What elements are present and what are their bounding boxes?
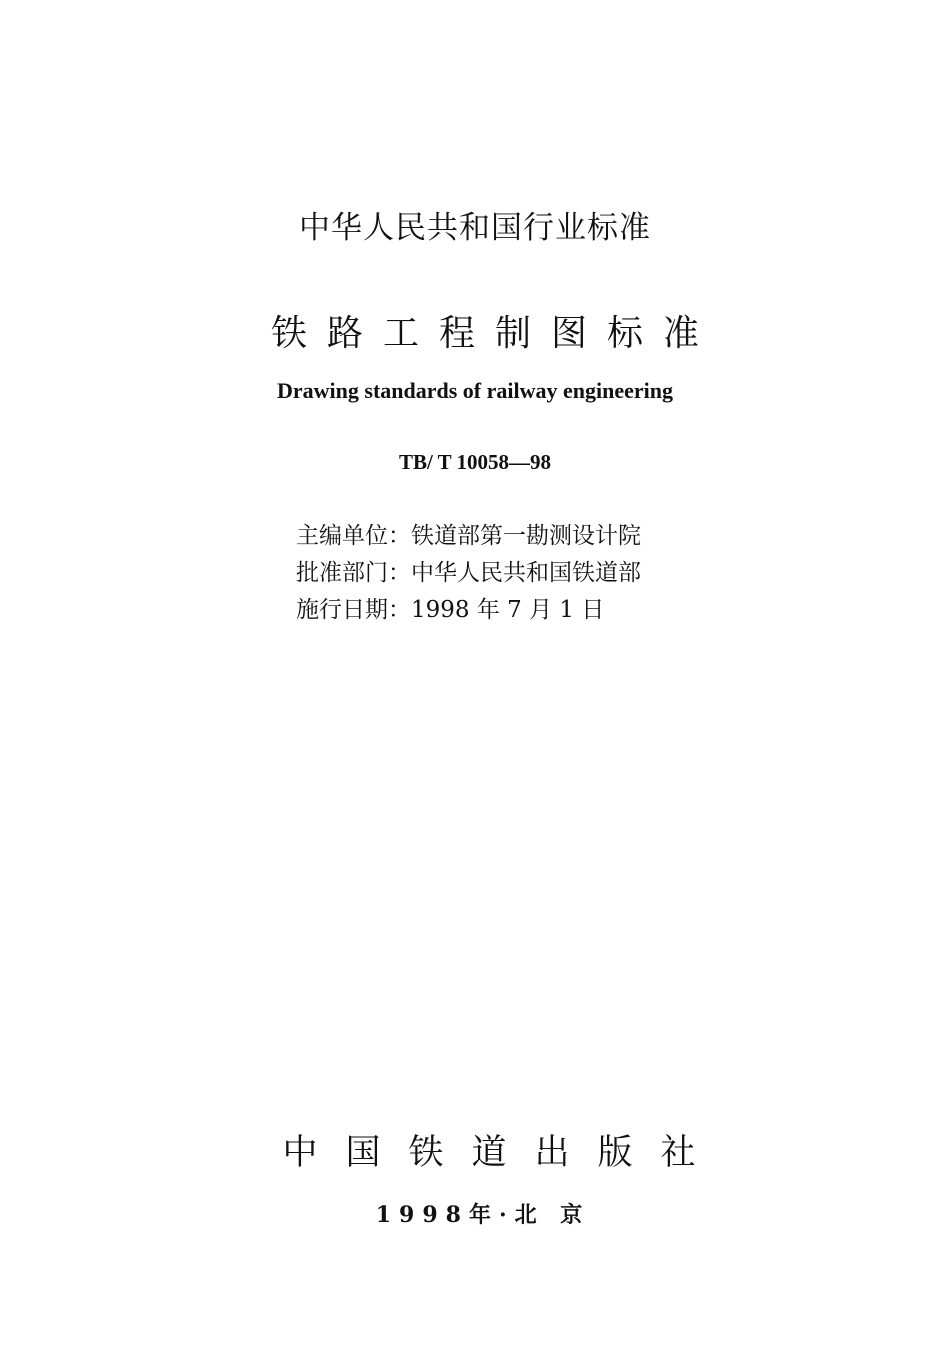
info-editor-unit: 主编单位：铁道部第一勘测设计院 xyxy=(296,523,641,549)
document-title: 铁路工程制图标准 xyxy=(270,313,719,354)
publisher-name: 中国铁道出版社 xyxy=(282,1133,724,1173)
info-effective-date: 施行日期：1998 年 7 月 1 日 xyxy=(296,597,605,623)
standard-category-header: 中华人民共和国行业标准 xyxy=(299,210,651,246)
info-approval-department: 批准部门：中华人民共和国铁道部 xyxy=(296,560,641,586)
english-title: Drawing standards of railway engineering xyxy=(277,378,673,403)
document-info-block xyxy=(296,518,641,629)
standard-number: TB/ T 10058—98 xyxy=(398,450,552,474)
publication-imprint: 1998年·北 京 xyxy=(375,1202,591,1228)
